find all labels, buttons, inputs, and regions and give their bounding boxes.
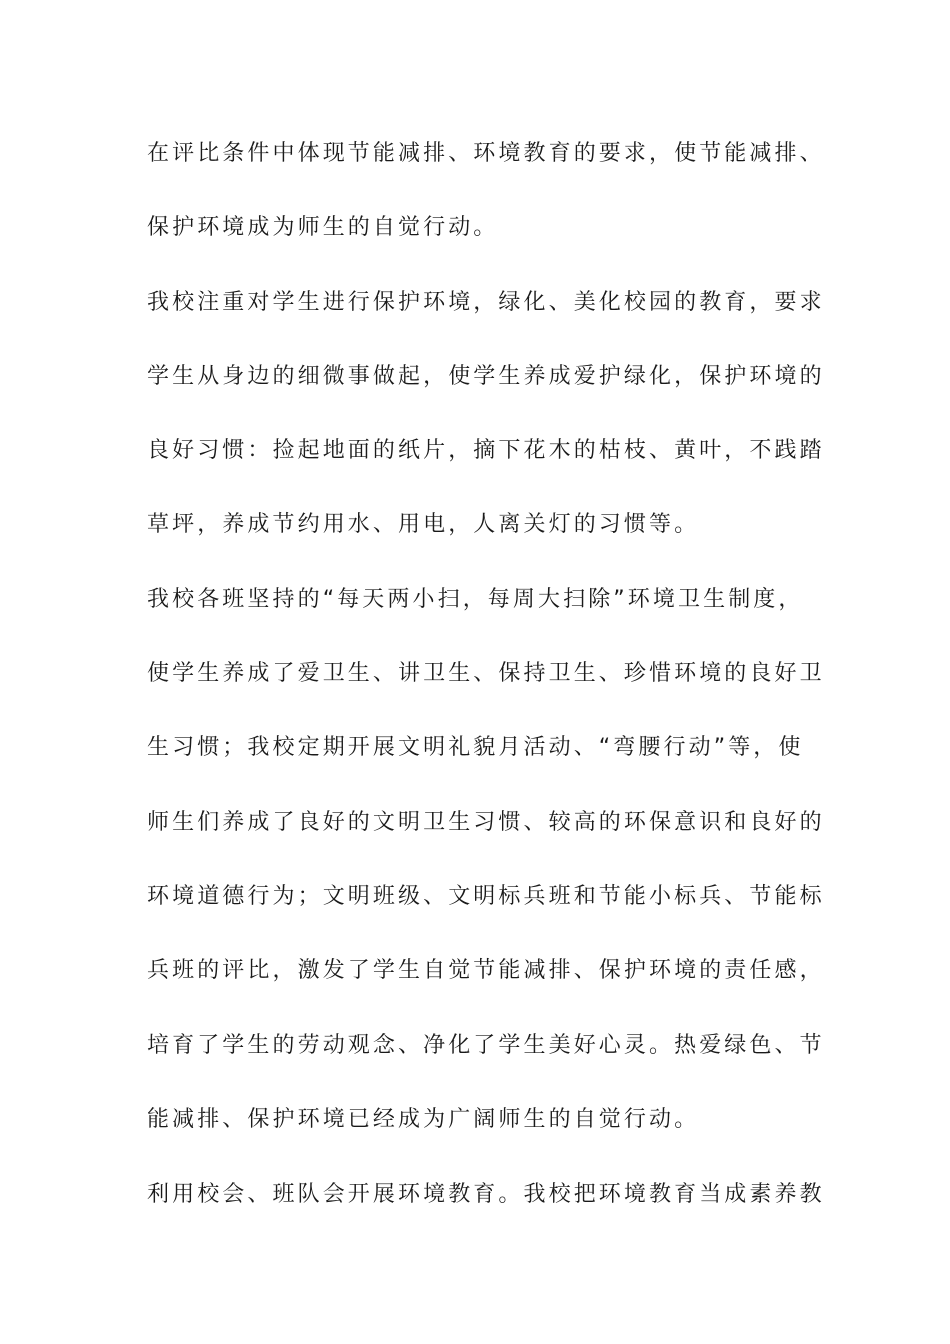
text-line: 师生们养成了良好的文明卫生习惯、较高的环保意识和良好的 [147, 810, 825, 835]
text-line: 兵班的评比，激发了学生自觉节能减排、保护环境的责任感， [147, 958, 825, 983]
text-line: 学生从身边的细微事做起，使学生养成爱护绿化，保护环境的 [147, 364, 825, 389]
text-line: 能减排、保护环境已经成为广阔师生的自觉行动。 [147, 1107, 700, 1132]
text-line: 利用校会、班队会开展环境教育。我校把环境教育当成素养教 [147, 1182, 825, 1207]
text-line: 保护环境成为师生的自觉行动。 [147, 215, 499, 240]
text-line: 草坪，养成节约用水、用电，人离关灯的习惯等。 [147, 512, 700, 537]
text-line: 培育了学生的劳动观念、净化了学生美好心灵。热爱绿色、节 [147, 1033, 825, 1058]
text-line: 生习惯；我校定期开展文明礼貌月活动、“弯腰行动”等，使 [147, 735, 804, 760]
text-line: 我校各班坚持的“每天两小扫，每周大扫除”环境卫生制度， [147, 587, 804, 612]
text-line: 使学生养成了爱卫生、讲卫生、保持卫生、珍惜环境的良好卫 [147, 661, 825, 686]
text-line: 环境道德行为；文明班级、文明标兵班和节能小标兵、节能标 [147, 884, 825, 909]
text-line: 良好习惯：捡起地面的纸片，摘下花木的枯枝、黄叶，不践踏 [147, 438, 825, 463]
text-line: 我校注重对学生进行保护环境，绿化、美化校园的教育，要求 [147, 290, 825, 315]
text-line: 在评比条件中体现节能减排、环境教育的要求，使节能减排、 [147, 141, 825, 166]
